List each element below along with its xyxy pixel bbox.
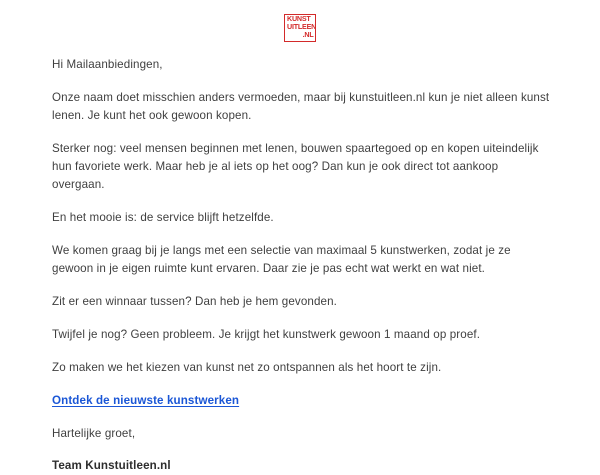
- paragraph-5: Zit er een winnaar tussen? Dan heb je hem gevonden.: [52, 295, 337, 308]
- email-header: [0, 0, 600, 42]
- kunstuitleen-logo[interactable]: [284, 14, 316, 42]
- paragraph-1: Onze naam doet misschien anders vermoeden, maar bij kunstuitleen.nl kun je niet alleen kunst lenen. Je kunt het ook gewoon kopen.: [52, 91, 550, 122]
- paragraph-6: Twijfel je nog? Geen probleem. Je krijgt het kunstwerk gewoon 1 maand op proef.: [52, 328, 481, 341]
- paragraph-2: Sterker nog: veel mensen beginnen met lenen, bouwen spaartegoed op en kopen uiteindelijk hun favoriete werk. Maar heb je al iets op het oog? Dan kun je ook direct tot aankoop overgaan.: [52, 142, 539, 191]
- logo-line-uitleen: UITLEEN: [287, 24, 317, 31]
- logo-line-kunst: KUNST: [287, 16, 311, 23]
- paragraph-4: We komen graag bij je langs met een selectie van maximaal 5 kunstwerken, zodat je ze gewoon in je eigen ruimte kunt ervaren. Daar zie je pas echt wat werkt en wat niet.: [52, 244, 511, 275]
- greeting-text: Hi Mailaanbiedingen,: [52, 58, 163, 71]
- logo-line-tld: .NL: [302, 32, 314, 39]
- email-content: [52, 56, 552, 475]
- cta-link-row: [52, 392, 552, 410]
- discover-new-artworks-link[interactable]: Ontdek de nieuwste kunstwerken: [52, 394, 240, 407]
- team-signature: Team Kunstuitleen.nl: [52, 459, 171, 472]
- paragraph-3: En het mooie is: de service blijft hetzelfde.: [52, 211, 274, 224]
- signoff-text: Hartelijke groet,: [52, 427, 136, 440]
- paragraph-7: Zo maken we het kiezen van kunst net zo ontspannen als het hoort te zijn.: [52, 361, 442, 374]
